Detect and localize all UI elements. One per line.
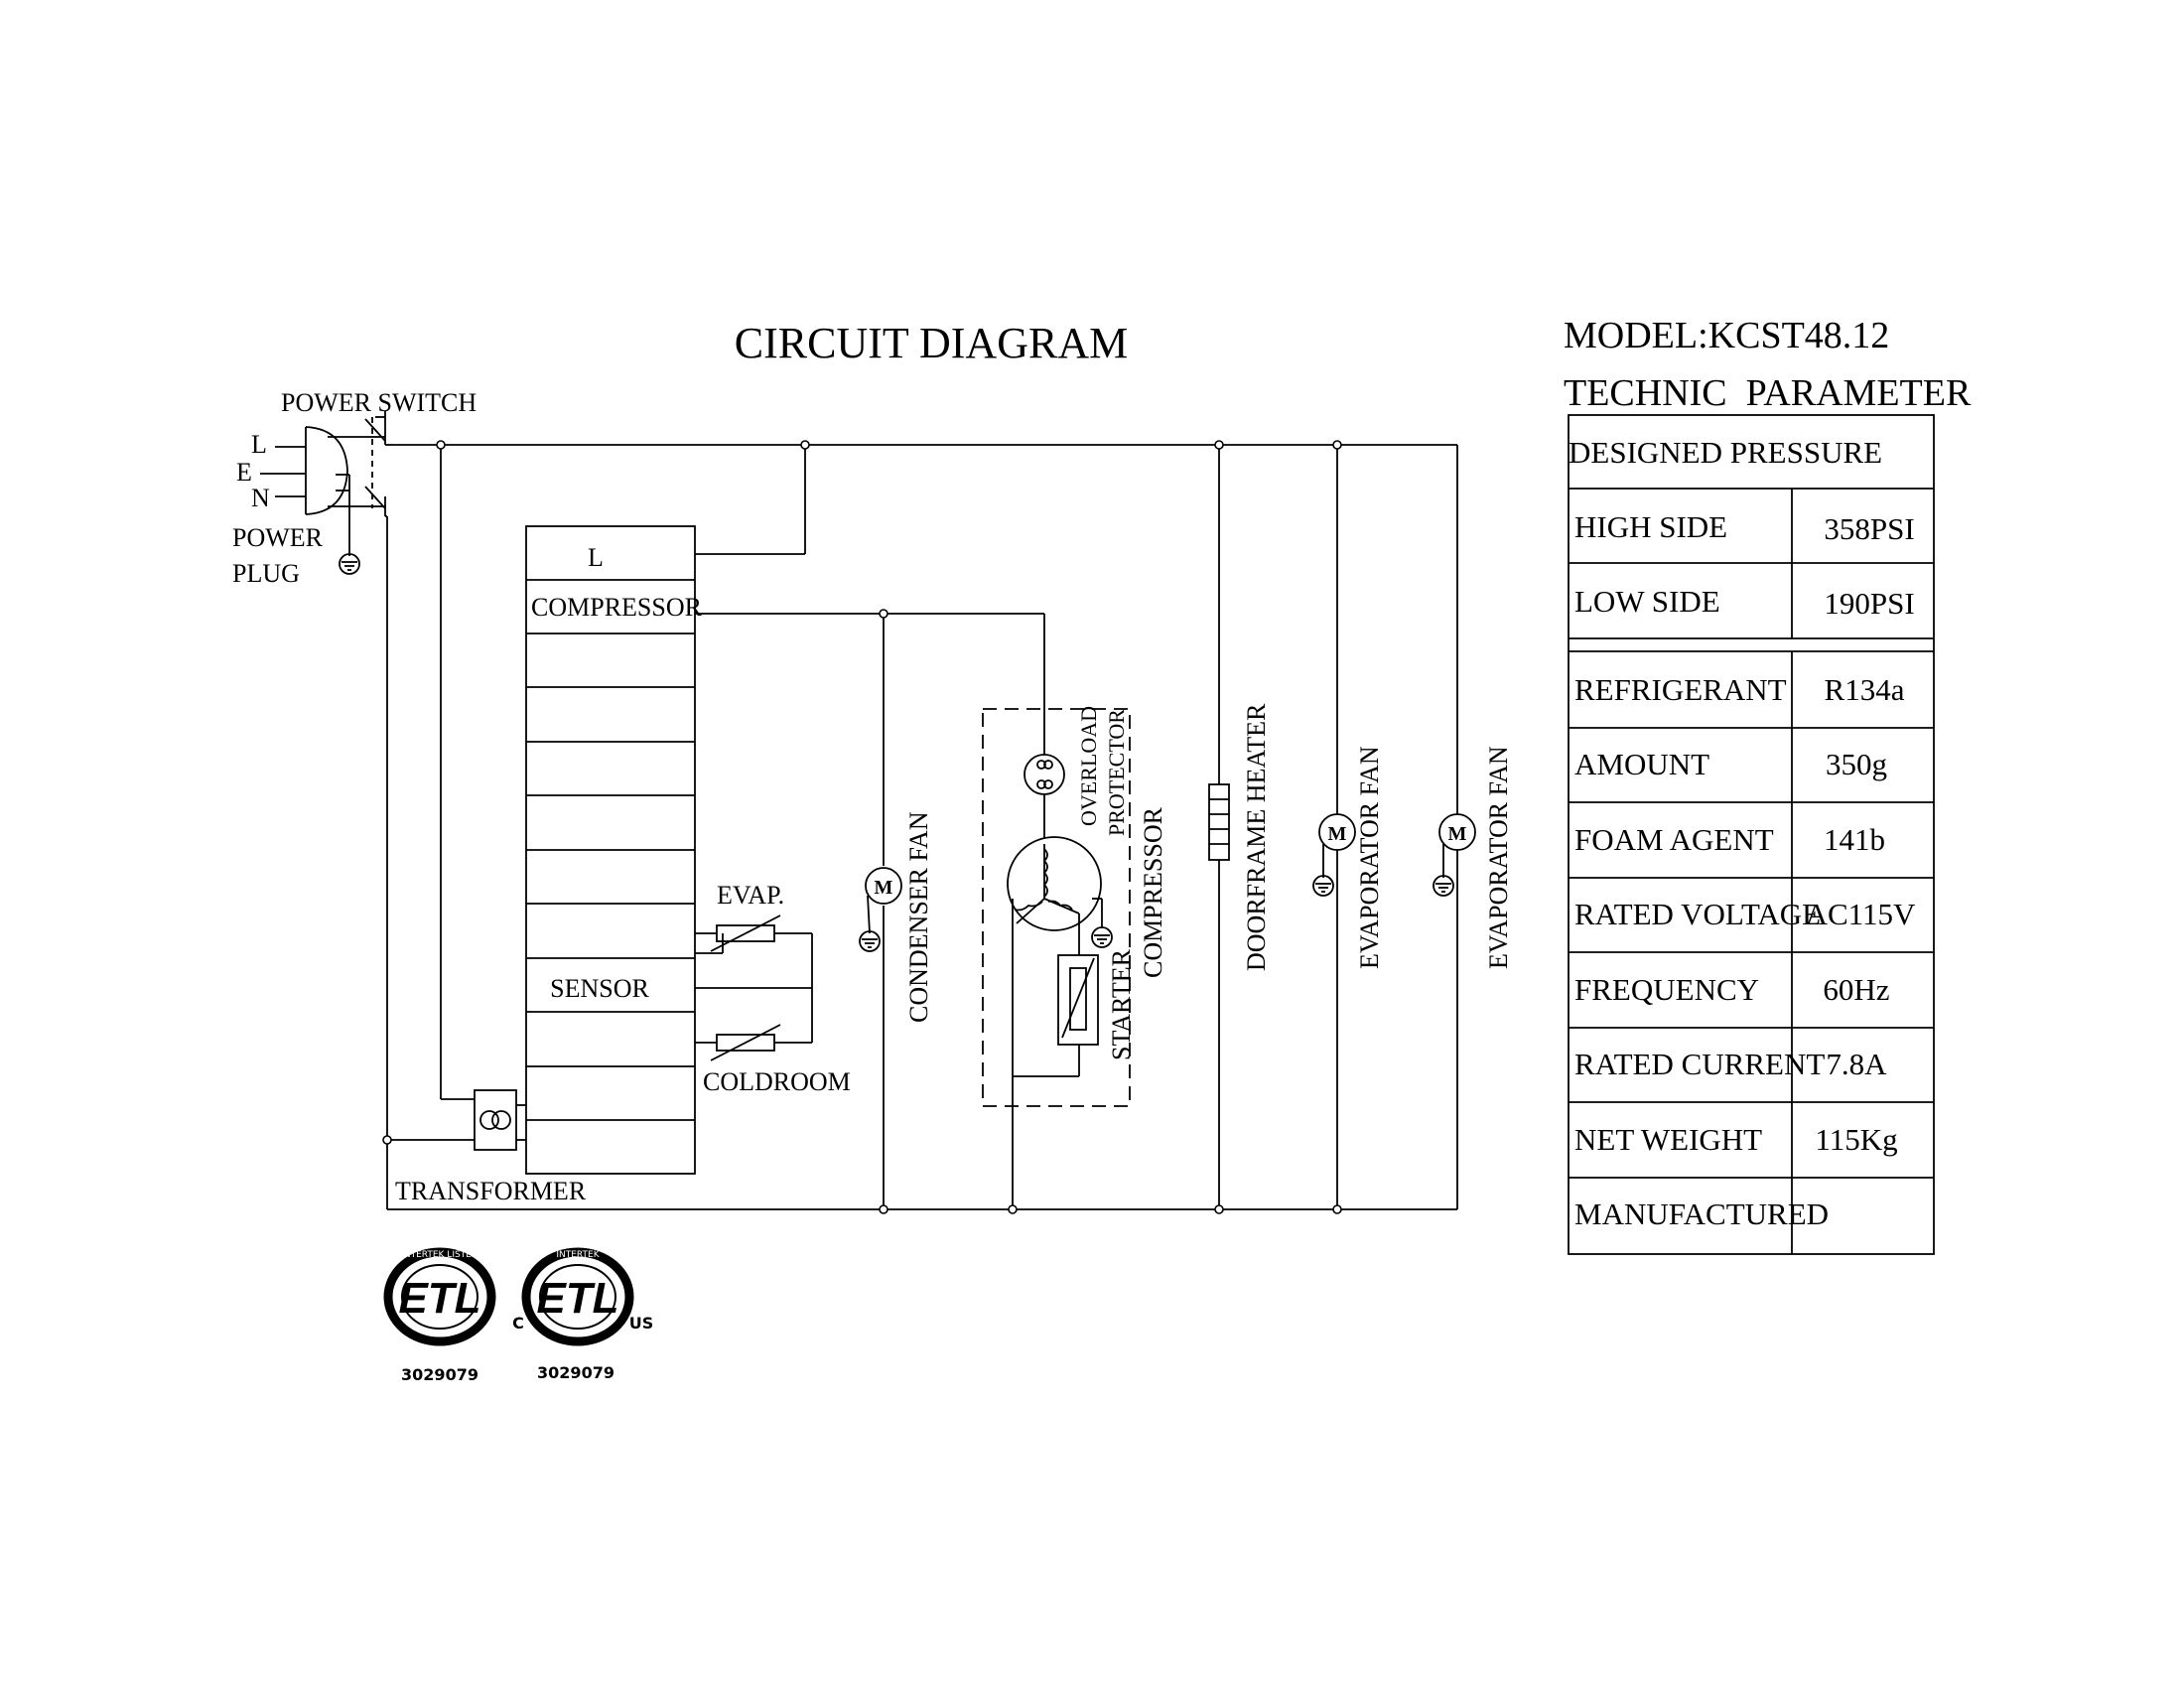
overload-protector-label-2: PROTECTOR: [1104, 709, 1129, 836]
etl-logo-2: [512, 1250, 653, 1382]
param-name-frequency: FREQUENCY: [1574, 972, 1760, 1007]
evap-sensor-label: EVAP.: [717, 881, 785, 910]
condenser-fan-motor-icon: M: [874, 877, 893, 899]
param-name-rated-current: RATED CURRENT: [1574, 1047, 1826, 1081]
compressor-label: COMPRESSOR: [1139, 807, 1167, 978]
technic-parameter-heading: TECHNIC PARAMETER: [1564, 372, 1972, 414]
evaporator-fan-1-motor-icon: M: [1327, 823, 1347, 845]
param-value-net-weight: 115Kg: [1815, 1122, 1898, 1157]
controller-l-terminal: L: [588, 543, 604, 572]
parameter-table: [1569, 415, 1934, 1254]
param-name-low-side: LOW SIDE: [1574, 584, 1720, 619]
evaporator-fan-2-label: EVAPORATOR FAN: [1484, 746, 1513, 969]
plug-pin-e-label: E: [236, 458, 252, 487]
controller-compressor-terminal: COMPRESSOR: [531, 593, 702, 622]
param-name-rated-voltage: RATED VOLTAGE: [1574, 897, 1822, 931]
param-name-high-side: HIGH SIDE: [1574, 509, 1728, 544]
model-number: MODEL:KCST48.12: [1564, 315, 1890, 356]
designed-pressure-label: DESIGNED PRESSURE: [1569, 435, 1883, 470]
condenser-fan: [860, 811, 933, 1023]
diagram-title: CIRCUIT DIAGRAM: [734, 319, 1129, 367]
param-value-frequency: 60Hz: [1823, 972, 1890, 1007]
power-switch: [365, 411, 392, 516]
param-name-foam-agent: FOAM AGENT: [1574, 822, 1774, 857]
transformer: [395, 1090, 587, 1205]
etl-logo-1-number: 3029079: [401, 1365, 478, 1384]
param-value-foam-agent: 141b: [1824, 822, 1885, 857]
etl-logo-2-ring-text: INTERTEK: [556, 1250, 600, 1260]
etl-logo-1: [388, 1250, 491, 1384]
etl-logo-2-mark: ETL: [536, 1274, 619, 1323]
param-value-amount: 350g: [1826, 747, 1887, 781]
controller-block: [526, 526, 703, 1174]
etl-logo-2-us-mark: US: [628, 1314, 654, 1333]
param-name-amount: AMOUNT: [1574, 747, 1710, 781]
power-plug-label-1: POWER: [232, 523, 323, 552]
sensors: [695, 881, 851, 1096]
etl-logo-1-mark: ETL: [398, 1274, 481, 1323]
doorframe-heater-label: DOORFRAME HEATER: [1242, 703, 1271, 971]
evaporator-fan-1: [1313, 746, 1384, 969]
plug-pin-l-label: L: [251, 430, 267, 459]
etl-logo-2-c-mark: C: [512, 1314, 524, 1333]
etl-logo-1-ring-text: INTERTEK LISTED: [401, 1250, 478, 1260]
condenser-fan-label: CONDENSER FAN: [904, 811, 933, 1023]
power-plug-label-2: PLUG: [232, 559, 300, 588]
controller-sensor-label: SENSOR: [550, 974, 649, 1003]
model-header: [1564, 315, 1972, 414]
etl-logo-2-number: 3029079: [537, 1363, 614, 1382]
param-value-rated-voltage: AC115V: [1805, 897, 1916, 931]
param-name-manufactured: MANUFACTURED: [1574, 1196, 1830, 1231]
evaporator-fan-2: [1433, 746, 1513, 969]
power-switch-label: POWER SWITCH: [281, 388, 478, 417]
coldroom-sensor-label: COLDROOM: [703, 1067, 851, 1096]
compressor-unit: [983, 706, 1167, 1106]
overload-protector-label-1: OVERLOAD: [1076, 706, 1101, 826]
param-value-refrigerant: R134a: [1824, 672, 1905, 707]
param-name-net-weight: NET WEIGHT: [1574, 1122, 1763, 1157]
evaporator-fan-1-label: EVAPORATOR FAN: [1355, 746, 1384, 969]
param-name-refrigerant: REFRIGERANT: [1574, 672, 1787, 707]
starter-label: STARTER: [1107, 949, 1136, 1060]
evaporator-fan-2-motor-icon: M: [1447, 823, 1467, 845]
param-value-high-side: 358PSI: [1824, 511, 1915, 546]
param-value-low-side: 190PSI: [1824, 586, 1915, 621]
param-value-rated-current: 7.8A: [1826, 1047, 1887, 1081]
transformer-label: TRANSFORMER: [395, 1177, 587, 1205]
plug-pin-n-label: N: [251, 484, 270, 512]
